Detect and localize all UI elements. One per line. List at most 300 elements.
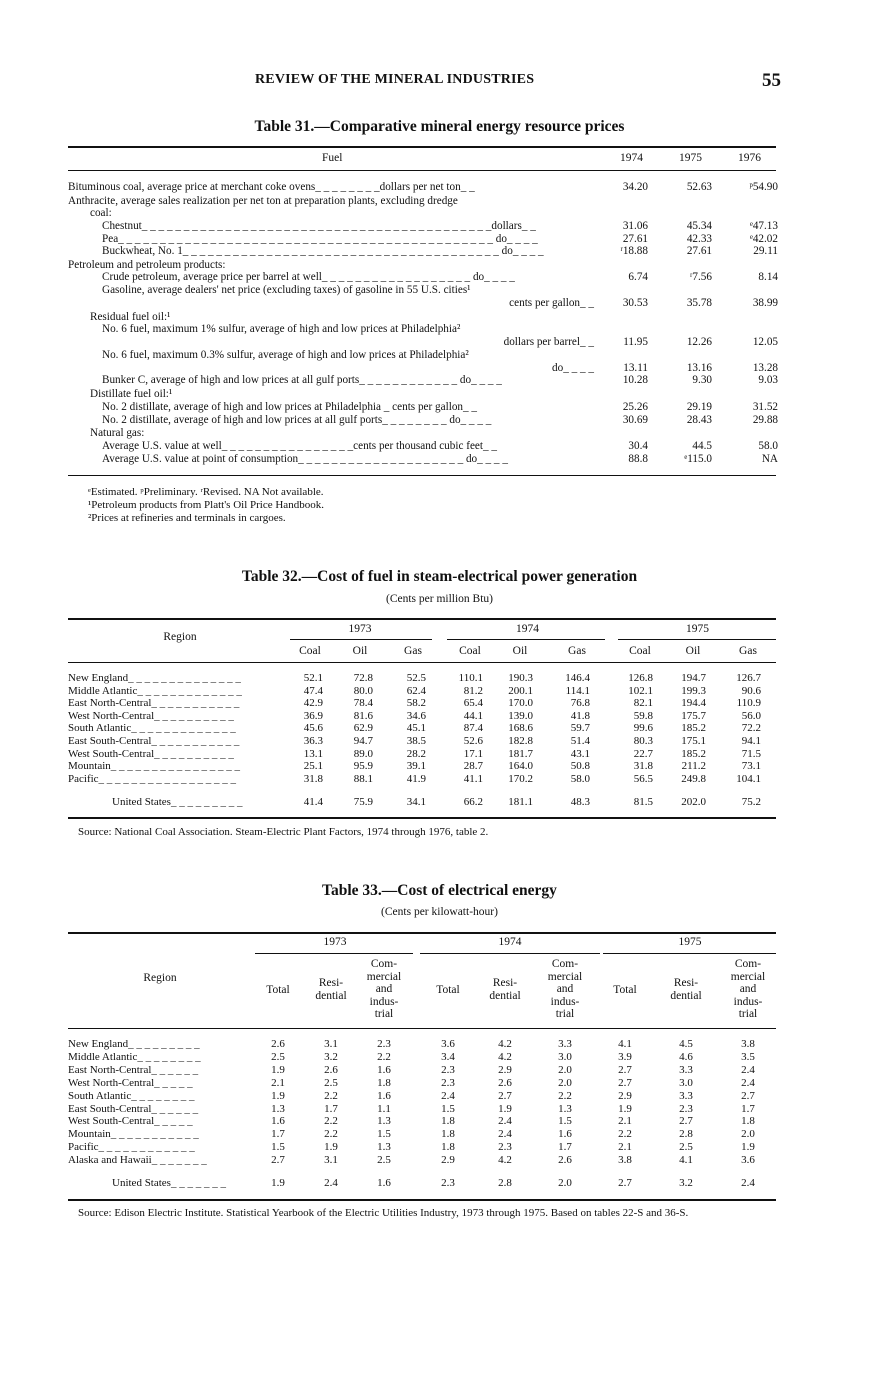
table31-top-rule [68,146,776,148]
table31-row-label: Pea_ _ _ _ _ _ _ _ _ _ _ _ _ _ _ _ _ _ _ _ _ _ _ _ _ _ _ _ _ _ _ _ _ _ _ _ _ _ _ _ _ _ _ _ _ do_ _ _ _ [102,232,538,245]
table32-value: 31.8 [633,760,653,773]
table31-row-label: No. 6 fuel, maximum 0.3% sulfur, average of high and low prices at Philadelphia² [102,349,469,362]
table32-row [68,697,776,710]
table31-value: 35.78 [686,296,712,309]
table32-value: 50.8 [570,760,590,773]
table31-value: 45.34 [686,219,712,232]
table33-total-value: 1.9 [271,1177,285,1189]
table33-total-row [68,1177,776,1190]
table32-value: 80.0 [353,684,373,697]
table31-value: ᵉ115.0 [684,452,712,465]
table32-value: 146.4 [565,672,590,684]
table32-fuel-header: Coal [629,645,651,657]
table32-row [68,672,776,685]
table31-row-label: Bituminous coal, average price at merchant coke ovens_ _ _ _ _ _ _ _dollars per net ton_ _ [68,181,475,193]
table33-total-value: 2.4 [324,1177,338,1189]
table32-row [68,748,776,761]
table33-value: 3.9 [618,1050,632,1063]
table33-region: East North-Central_ _ _ _ _ _ [68,1063,199,1076]
table32-value: 38.5 [406,735,426,747]
table31-row-label: Chestnut_ _ _ _ _ _ _ _ _ _ _ _ _ _ _ _ _ _ _ _ _ _ _ _ _ _ _ _ _ _ _ _ _ _ _ _ _ _ _ _ _ _dollars_ _ [102,219,536,232]
table31-value: 30.69 [622,413,648,426]
table32-subtitle: (Cents per million Btu) [385,593,493,605]
table31-value: 52.63 [686,181,712,193]
table33-column-header: Com- mercial and indus- trial [730,958,766,1020]
table32-region: Mountain_ _ _ _ _ _ _ _ _ _ _ _ _ _ _ _ [68,760,241,773]
table31-year-1975: 1975 [679,152,702,164]
table32-year-1975: 1975 [686,623,709,635]
table32-value: 71.5 [741,747,761,760]
table33-year-1975: 1975 [678,936,702,948]
table31-year-1976: 1976 [738,152,761,164]
table32-value: 56.0 [741,709,761,722]
table33-value: 2.4 [498,1128,512,1141]
table33-value: 2.2 [324,1089,338,1102]
table31-value: 30.4 [628,439,648,452]
table32-value: 88.1 [353,772,373,785]
table33-value: 1.6 [377,1089,391,1102]
table33-value: 2.7 [741,1089,755,1102]
table32-header-rule [68,662,776,663]
table33-value: 1.8 [377,1076,391,1089]
table32-row [68,773,776,786]
table31-value: 27.61 [686,245,712,258]
table33-value: 1.5 [377,1128,391,1141]
table33-value: 2.7 [679,1115,693,1128]
table33-value: 2.9 [618,1089,632,1102]
table32-value: 175.1 [681,735,706,747]
table33-region: West South-Central_ _ _ _ _ [68,1115,193,1128]
table33-column-header: Resi- dential [315,977,347,1002]
table33-value: 3.0 [679,1076,693,1089]
table32-value: 175.7 [681,709,706,722]
table32-fuel-header: Gas [568,645,586,657]
table32-value: 62.9 [353,722,373,735]
table32-value: 45.1 [406,722,426,735]
table31-value: 11.95 [623,335,648,348]
table33-column-header: Resi- dential [489,977,521,1002]
table31-row [68,220,776,233]
table31-body [68,181,776,465]
table32-value: 36.9 [303,709,323,722]
table32-value: 102.1 [628,684,653,697]
table31-row-label: Distillate fuel oil:¹ [90,388,173,401]
table32-value: 110.1 [458,672,483,684]
table32-value: 44.1 [463,709,483,722]
table33-value: 3.2 [324,1050,338,1063]
table33-value: 2.0 [558,1063,572,1076]
table33-year-1974: 1974 [498,936,522,948]
table32-value: 185.2 [681,722,706,735]
table33-value: 2.3 [377,1038,391,1050]
table33-value: 1.5 [271,1141,285,1154]
table32-value: 43.1 [570,747,590,760]
table32-fuel-header: Gas [739,645,757,657]
table33-year-1973: 1973 [323,936,347,948]
table33-value: 1.3 [271,1102,285,1115]
table31-value: 88.8 [628,452,648,465]
table32-fuel-header: Coal [299,645,321,657]
table33-value: 2.4 [441,1089,455,1102]
table32-row [68,722,776,735]
table31-row-label: do_ _ _ _ [552,361,594,374]
table31-row [68,207,776,220]
table31-row-label: Average U.S. value at well_ _ _ _ _ _ _ _ _ _ _ _ _ _ _ _cents per thousand cubic feet_ _ [102,439,497,452]
table33-region: West North-Central_ _ _ _ _ [68,1076,193,1089]
table33-column-header: Resi- dential [670,977,702,1002]
table33-value: 2.6 [324,1063,338,1076]
table32-value: 190.3 [508,672,533,684]
table32-value: 52.5 [406,672,426,684]
table32-value: 82.1 [633,697,653,710]
table32-value: 76.8 [570,697,590,710]
table33-value: 2.1 [618,1115,632,1128]
table33-value: 3.5 [741,1050,755,1063]
table31-row-label: Bunker C, average of high and low prices at all gulf ports_ _ _ _ _ _ _ _ _ _ _ _ do_ _ _ _ [102,374,502,387]
table33-value: 2.5 [271,1050,285,1063]
table33-value: 1.5 [441,1102,455,1115]
table33-value: 1.6 [271,1115,285,1128]
table31-row-label: Anthracite, average sales realization per net ton at preparation plants, excluding dredge [68,194,458,207]
table31-row-label: No. 2 distillate, average of high and low prices at all gulf ports_ _ _ _ _ _ _ _ do_ _ _ _ [102,413,492,426]
table32-total-value: 34.1 [406,796,426,809]
table31-value: 30.53 [622,296,648,309]
table33-value: 1.8 [441,1141,455,1154]
table31-row [68,311,776,324]
page-number: 55 [762,70,781,91]
table31-value: 44.5 [692,439,712,452]
table32-value: 28.7 [463,760,483,773]
table31-value: 58.0 [758,439,778,452]
table33-header-rule [68,1028,776,1029]
table31-row-label: Average U.S. value at point of consumption_ _ _ _ _ _ _ _ _ _ _ _ _ _ _ _ _ _ _ _ do_ _ _ _ [102,452,508,465]
table33-value: 1.7 [558,1141,572,1154]
table31-row [68,259,776,272]
table32-value: 17.1 [463,747,483,760]
table32-year-rule [447,639,605,640]
table32-region: East South-Central_ _ _ _ _ _ _ _ _ _ _ [68,735,240,747]
table33-value: 3.4 [441,1050,455,1063]
table32-value: 59.8 [633,709,653,722]
table32-total-value: 181.1 [508,796,533,809]
table32-region: East North-Central_ _ _ _ _ _ _ _ _ _ _ [68,697,240,710]
table33-value: 4.6 [679,1050,693,1063]
table32-value: 199.3 [681,684,706,697]
table31-row [68,233,776,246]
table32-fuel-header: Oil [352,645,368,657]
table32-total-value: 81.5 [633,796,653,809]
table32-value: 81.6 [353,709,373,722]
table33-value: 4.2 [498,1154,512,1167]
table33-total-value: 2.3 [441,1177,455,1189]
table32-value: 65.4 [463,697,483,710]
table32-value: 80.3 [633,735,653,747]
table33-value: 3.1 [324,1038,338,1050]
table32-value: 22.7 [633,747,653,760]
table33-total-value: 3.2 [679,1177,693,1189]
table33-value: 1.9 [271,1089,285,1102]
table31-year-1974: 1974 [620,152,643,164]
table33-year-rule [420,953,600,954]
table32-value: 56.5 [633,772,653,785]
table31-value: 31.52 [752,400,778,413]
table31-value: 6.74 [628,271,648,284]
table32-title: Table 32.—Cost of fuel in steam-electrical power generation [241,568,638,585]
table32-value: 211.2 [681,760,706,773]
table32-fuel-header: Oil [512,645,528,657]
table33-row [68,1154,776,1167]
table32-value: 34.6 [406,709,426,722]
table32-value: 59.7 [570,722,590,735]
table32-value: 94.7 [353,735,373,747]
table33-value: 2.3 [498,1141,512,1154]
table33-row [68,1038,776,1051]
table33-value: 2.7 [618,1076,632,1089]
table33-row [68,1115,776,1128]
table32-value: 170.0 [508,697,533,710]
table33-value: 1.9 [741,1141,755,1154]
table33-value: 1.6 [558,1128,572,1141]
table33-row [68,1064,776,1077]
table33-region: New England_ _ _ _ _ _ _ _ _ [68,1038,200,1050]
table32-region: Pacific_ _ _ _ _ _ _ _ _ _ _ _ _ _ _ _ _ [68,772,237,785]
table32-value: 41.1 [463,772,483,785]
table33-value: 1.7 [741,1102,755,1115]
table32-year-1973: 1973 [348,623,372,635]
table32-total-value: 48.3 [570,796,590,809]
table32-value: 28.2 [406,747,426,760]
table32-value: 114.1 [565,684,590,697]
table33-value: 1.9 [324,1141,338,1154]
table33-total-label: United States_ _ _ _ _ _ _ [112,1177,226,1189]
table33-value: 2.8 [679,1128,693,1141]
table33-year-rule [255,953,413,954]
table31-row-label: No. 2 distillate, average of high and low prices at Philadelphia _ cents per gallon_ _ [102,400,477,413]
table33-column-header: Total [436,984,460,996]
table32-fuel-header: Gas [404,645,422,657]
table33-column-header: Com- mercial and indus- trial [547,958,583,1020]
table32-value: 87.4 [463,722,483,735]
table31-note: ¹Petroleum products from Platt's Oil Price Handbook. [88,499,324,511]
table32-value: 194.7 [681,672,706,684]
table32-value: 126.7 [736,672,761,684]
table31-value: 8.14 [758,271,778,284]
table33-region: Alaska and Hawaii_ _ _ _ _ _ _ [68,1154,207,1167]
table33-region: Mountain_ _ _ _ _ _ _ _ _ _ _ [68,1128,199,1141]
table32-top-rule [68,618,776,620]
table31-value: ʳ7.56 [689,271,712,284]
table32-value: 200.1 [508,684,533,697]
table31-value: 9.03 [758,374,778,387]
table32-region: Middle Atlantic_ _ _ _ _ _ _ _ _ _ _ _ _ [68,684,242,697]
table33-value: 2.1 [271,1076,285,1089]
table33-value: 3.1 [324,1154,338,1167]
table31-bottom-rule [68,475,776,476]
table32-value: 72.8 [353,672,373,684]
table33-value: 1.8 [741,1115,755,1128]
table31-value: 10.28 [622,374,648,387]
table33-value: 1.8 [441,1128,455,1141]
table32-value: 94.1 [741,735,761,747]
table31-row [68,284,776,297]
table33-value: 3.3 [558,1038,572,1050]
table33-source: Source: Edison Electric Institute. Statistical Yearbook of the Electric Utilities Industry, 1973 through 1975. Based on tables 22-S and 36-S. [78,1207,689,1219]
table32-value: 52.1 [303,672,323,684]
table32-value: 81.2 [463,684,483,697]
table31-row [68,245,776,258]
table31-row [68,453,776,466]
table32-value: 41.9 [406,772,426,785]
table33-value: 2.3 [679,1102,693,1115]
table32-row [68,735,776,748]
table33-value: 2.3 [441,1076,455,1089]
table32-region: West South-Central_ _ _ _ _ _ _ _ _ _ [68,747,234,760]
table31-value: 42.33 [686,232,712,245]
table33-value: 4.2 [498,1050,512,1063]
table32-value: 52.6 [463,735,483,747]
table33-total-value: 2.4 [741,1177,755,1189]
table31-note: ²Prices at refineries and terminals in cargoes. [88,512,286,524]
table31-value: 28.43 [686,413,712,426]
table33-value: 1.9 [498,1102,512,1115]
table32-region-header: Region [163,631,197,643]
table33-value: 2.5 [324,1076,338,1089]
table32-value: 139.0 [508,709,533,722]
table31-row [68,336,776,349]
table32-value: 47.4 [303,684,323,697]
table32-value: 181.7 [508,747,533,760]
table33-value: 2.7 [618,1063,632,1076]
table33-value: 3.8 [741,1038,755,1050]
table31-row [68,271,776,284]
table32-value: 72.2 [741,722,761,735]
table32-row [68,685,776,698]
table32-value: 185.2 [681,747,706,760]
table32-value: 58.0 [570,772,590,785]
table33-value: 2.2 [324,1128,338,1141]
table31-value: ʳ18.88 [620,245,648,258]
table33-row [68,1141,776,1154]
table31-row-label: Petroleum and petroleum products: [68,259,226,271]
table33-value: 3.8 [618,1154,632,1167]
table33-value: 1.6 [377,1063,391,1076]
table33-value: 2.5 [679,1141,693,1154]
table31-value: 34.20 [622,181,648,193]
table32-value: 13.1 [303,747,323,760]
table31-row-label: Buckwheat, No. 1_ _ _ _ _ _ _ _ _ _ _ _ _ _ _ _ _ _ _ _ _ _ _ _ _ _ _ _ _ _ _ _ _ _ _ _ _ _ do_ _ _ _ [102,245,544,258]
table33-column-header: Total [266,984,290,996]
table31-row-label: Natural gas: [90,427,145,440]
table33-year-rule [603,953,776,954]
table31-row [68,181,776,194]
table33-row [68,1128,776,1141]
table31-value: 29.19 [686,400,712,413]
table31-row-label: coal: [90,207,112,220]
table33-row [68,1077,776,1090]
table31-row [68,349,776,362]
table32-value: 126.8 [628,672,653,684]
table32-value: 110.9 [736,697,761,710]
table33-value: 2.4 [741,1063,755,1076]
table33-value: 2.2 [558,1089,572,1102]
table31-value: 13.16 [686,361,712,374]
table33-region: Pacific_ _ _ _ _ _ _ _ _ _ _ _ [68,1141,195,1154]
table31-row [68,297,776,310]
table33-value: 2.1 [618,1141,632,1154]
table32-value: 99.6 [633,722,653,735]
table32-row [68,760,776,773]
table32-value: 62.4 [406,684,426,697]
table31-value: ᵉ42.02 [749,232,778,245]
table31-row [68,195,776,208]
table31-value: 31.06 [622,219,648,232]
table31-row [68,427,776,440]
table32-value: 104.1 [736,772,761,785]
table31-value: 29.11 [753,245,778,258]
table31-row-label: Gasoline, average dealers' net price (excluding taxes) of gasoline in 55 U.S. cities¹ [102,284,471,297]
table32-value: 42.9 [303,697,323,710]
table32-region: West North-Central_ _ _ _ _ _ _ _ _ _ [68,709,234,722]
table33-value: 3.6 [441,1038,455,1050]
table31-header-rule [68,170,776,171]
table32-year-1974: 1974 [516,623,539,635]
table32-value: 25.1 [303,760,323,773]
table32-value: 89.0 [353,747,373,760]
table31-row-label: Residual fuel oil:¹ [90,310,171,323]
table33-value: 2.2 [377,1050,391,1063]
table32-fuel-header: Oil [685,645,701,657]
table32-fuel-header: Coal [459,645,481,657]
table32-value: 41.8 [570,709,590,722]
table33-value: 2.2 [324,1115,338,1128]
table31-row [68,323,776,336]
table31-row [68,414,776,427]
table31-row [68,362,776,375]
table33-value: 2.4 [741,1076,755,1089]
table31-value: ᵉ47.13 [749,219,778,232]
table33-value: 2.9 [498,1063,512,1076]
table33-subtitle: (Cents per kilowatt-hour) [381,906,498,918]
table33-region: Middle Atlantic_ _ _ _ _ _ _ _ [68,1050,201,1063]
table32-value: 164.0 [508,760,533,773]
table32-value: 45.6 [303,722,323,735]
table33-value: 4.2 [498,1038,512,1050]
table33-top-rule [68,932,776,934]
table33-value: 1.1 [377,1102,391,1115]
table31-row-label: cents per gallon_ _ [509,296,594,309]
table31-value: 27.61 [622,232,648,245]
table31-value: 12.05 [752,335,778,348]
table31-value: ᵖ54.90 [749,181,778,193]
table33-value: 4.5 [679,1038,693,1050]
table33-value: 2.4 [498,1115,512,1128]
table32-value: 51.4 [570,735,590,747]
table32-value: 249.8 [681,772,706,785]
table32-region: New England_ _ _ _ _ _ _ _ _ _ _ _ _ _ [68,672,241,684]
table31-note: ᵉEstimated. ᵖPreliminary. ʳRevised. NA Not available. [88,486,324,498]
table32-value: 170.2 [508,772,533,785]
table33-bottom-rule [68,1199,776,1201]
table32-year-rule [618,639,776,640]
table33-total-value: 2.8 [498,1177,512,1189]
table31-value: 25.26 [622,400,648,413]
table32-total-value: 41.4 [303,796,323,809]
table31-value: 12.26 [686,335,712,348]
table32-value: 58.2 [406,697,426,710]
table33-column-header: Total [613,984,637,996]
table33-value: 2.0 [741,1128,755,1141]
running-header: REVIEW OF THE MINERAL INDUSTRIES [255,72,535,87]
